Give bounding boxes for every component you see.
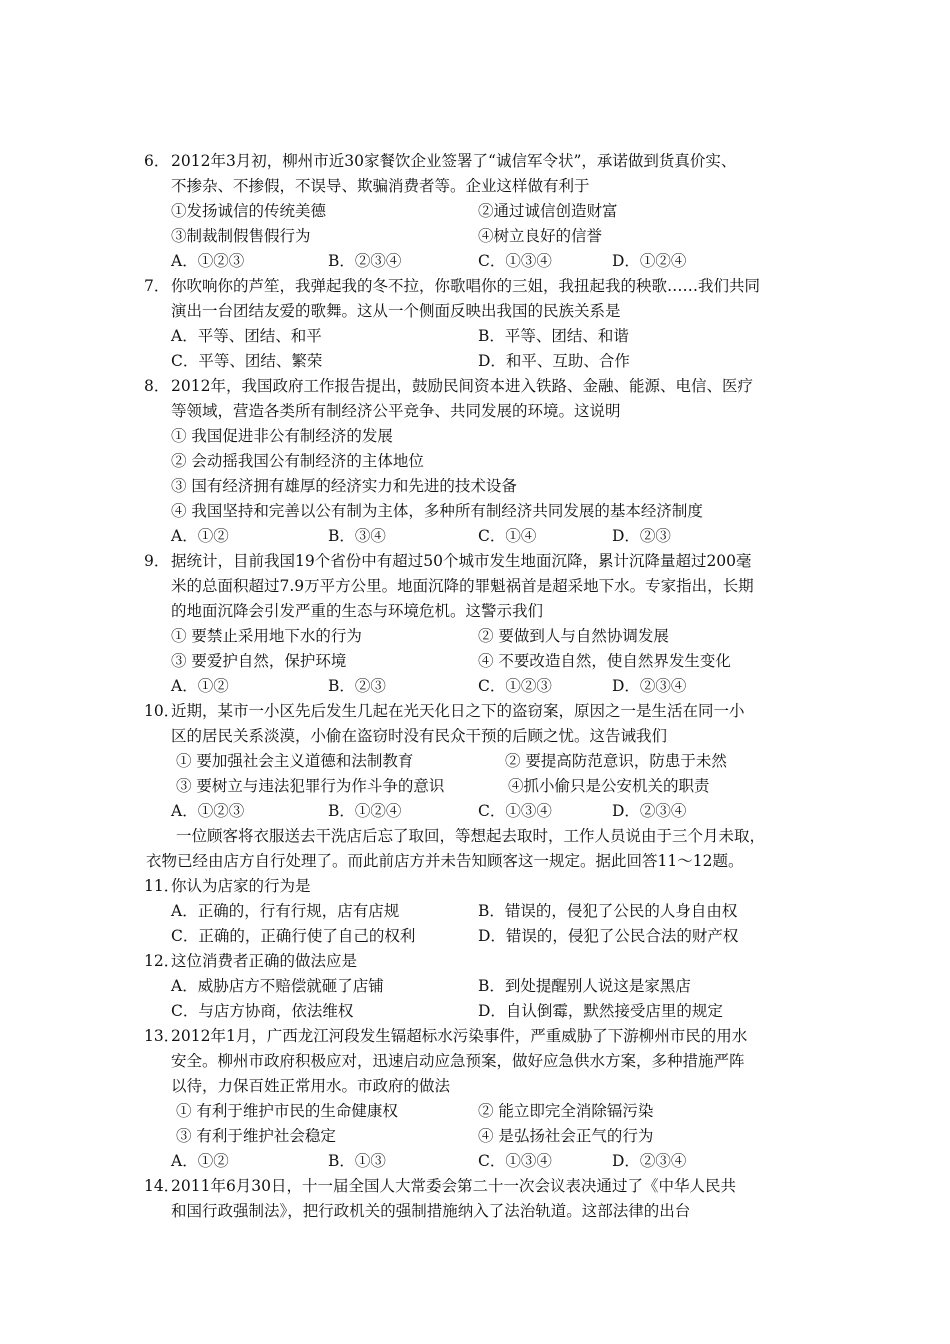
answer-option-b: B．②③④ <box>328 252 402 270</box>
statement-item: ④ 是弘扬社会正气的行为 <box>478 1127 654 1145</box>
answer-option-c: C．①③④ <box>478 252 552 270</box>
answer-option-a: A．①②③ <box>171 252 245 270</box>
answer-option-c: C．①②③ <box>478 677 552 695</box>
answer-option-b: B．到处提醒别人说这是家黑店 <box>478 977 691 995</box>
question-stem: 2012年1月，广西龙江河段发生镉超标水污染事件，严重威胁了下游柳州市民的用水 <box>171 1027 748 1045</box>
answer-option-b: B．①③ <box>328 1152 386 1170</box>
reading-passage: 一位顾客将衣服送去干洗店后忘了取回，等想起去取时，工作人员说由于三个月未取， <box>176 827 766 845</box>
statement-item: ① 我国促进非公有制经济的发展 <box>171 427 393 445</box>
answer-option-c: C．①③④ <box>478 1152 552 1170</box>
question-number: 12． <box>144 952 180 970</box>
answer-option-b: B．错误的，侵犯了公民的人身自由权 <box>478 902 738 920</box>
question-stem: 近期，某市一小区先后发生几起在光天化日之下的盗窃案，原因之一是生活在同一小 <box>171 702 745 720</box>
question-number: 7． <box>144 277 170 295</box>
question-number: 9． <box>144 552 170 570</box>
answer-option-c: C．与店方协商，依法维权 <box>171 1002 354 1020</box>
statement-item: ① 要加强社会主义道德和法制教育 <box>176 752 414 770</box>
statement-item: ④抓小偷只是公安机关的职责 <box>508 777 710 795</box>
answer-option-c: C．①③④ <box>478 802 552 820</box>
statement-item: ③ 国有经济拥有雄厚的经济实力和先进的技术设备 <box>171 477 517 495</box>
question-stem: 2012年，我国政府工作报告提出，鼓励民间资本进入铁路、金融、能源、电信、医疗 <box>171 377 753 395</box>
answer-option-d: D．②③④ <box>612 802 687 820</box>
question-stem: 等领域，营造各类所有制经济公平竞争、共同发展的环境。这说明 <box>171 402 621 420</box>
question-stem: 区的居民关系淡漠，小偷在盗窃时没有民众干预的后顾之忧。这告诫我们 <box>171 727 668 745</box>
answer-option-a: A．①② <box>171 677 229 695</box>
answer-option-b: B．平等、团结、和谐 <box>478 327 629 345</box>
question-stem: 2011年6月30日，十一届全国人大常委会第二十一次会议表决通过了《中华人民共 <box>171 1177 737 1195</box>
statement-item: ③制裁制假售假行为 <box>171 227 311 245</box>
answer-option-b: B．①②④ <box>328 802 402 820</box>
question-stem: 不掺杂、不掺假，不误导、欺骗消费者等。企业这样做有利于 <box>171 177 590 195</box>
question-stem: 安全。柳州市政府积极应对，迅速启动应急预案，做好应急供水方案，多种措施严阵 <box>171 1052 745 1070</box>
question-stem: 2012年3月初，柳州市近30家餐饮企业签署了“诚信军令状”，承诺做到货真价实、 <box>171 152 737 170</box>
answer-option-a: A．威胁店方不赔偿就砸了店铺 <box>171 977 384 995</box>
statement-item: ④ 我国坚持和完善以公有制为主体，多种所有制经济共同发展的基本经济制度 <box>171 502 703 520</box>
reading-passage: 衣物已经由店方自行处理了。而此前店方并未告知顾客这一规定。据此回答11～12题。 <box>146 852 744 870</box>
question-number: 11． <box>144 877 180 895</box>
answer-option-c: C．①④ <box>478 527 537 545</box>
statement-item: ①发扬诚信的传统美德 <box>171 202 327 220</box>
answer-option-d: D．②③ <box>612 527 671 545</box>
answer-option-b: B．③④ <box>328 527 386 545</box>
answer-option-a: A．平等、团结、和平 <box>171 327 322 345</box>
statement-item: ② 要提高防范意识，防患于未然 <box>505 752 727 770</box>
question-number: 6． <box>144 152 170 170</box>
question-number: 8． <box>144 377 170 395</box>
question-stem: 这位消费者正确的做法应是 <box>171 952 358 970</box>
statement-item: ③ 有利于维护社会稳定 <box>176 1127 336 1145</box>
answer-option-d: D．和平、互助、合作 <box>478 352 630 370</box>
answer-option-d: D．①②④ <box>612 252 687 270</box>
statement-item: ③ 要爱护自然，保护环境 <box>171 652 347 670</box>
statement-item: ② 要做到人与自然协调发展 <box>478 627 669 645</box>
answer-option-b: B．②③ <box>328 677 386 695</box>
question-stem: 以待，力保百姓正常用水。市政府的做法 <box>171 1077 451 1095</box>
question-number: 13． <box>144 1027 180 1045</box>
answer-option-a: A．①② <box>171 527 229 545</box>
question-stem: 你吹响你的芦笙，我弹起我的冬不拉，你歌唱你的三姐，我扭起我的秧歌……我们共同 <box>171 277 761 295</box>
statement-item: ④树立良好的信誉 <box>478 227 603 245</box>
question-stem: 据统计，目前我国19个省份中有超过50个城市发生地面沉降，累计沉降量超过200毫 <box>171 552 752 570</box>
answer-option-d: D．自认倒霉，默然接受店里的规定 <box>478 1002 723 1020</box>
answer-option-d: D．错误的，侵犯了公民合法的财产权 <box>478 927 739 945</box>
question-stem: 米的总面积超过7.9万平方公里。地面沉降的罪魁祸首是超采地下水。专家指出，长期 <box>171 577 754 595</box>
statement-item: ④ 不要改造自然，使自然界发生变化 <box>478 652 731 670</box>
question-stem: 演出一台团结友爱的歌舞。这从一个侧面反映出我国的民族关系是 <box>171 302 621 320</box>
statement-item: ③ 要树立与违法犯罪行为作斗争的意识 <box>176 777 445 795</box>
statement-item: ① 有利于维护市民的生命健康权 <box>176 1102 398 1120</box>
answer-option-d: D．②③④ <box>612 1152 687 1170</box>
question-stem: 和国行政强制法》，把行政机关的强制措施纳入了法治轨道。这部法律的出台 <box>171 1202 691 1220</box>
answer-option-c: C．平等、团结、繁荣 <box>171 352 323 370</box>
answer-option-d: D．②③④ <box>612 677 687 695</box>
question-stem: 的地面沉降会引发严重的生态与环境危机。这警示我们 <box>171 602 544 620</box>
question-number: 14． <box>144 1177 180 1195</box>
statement-item: ②通过诚信创造财富 <box>478 202 618 220</box>
statement-item: ② 能立即完全消除镉污染 <box>478 1102 654 1120</box>
answer-option-a: A．正确的，行有行规，店有店规 <box>171 902 400 920</box>
statement-item: ① 要禁止采用地下水的行为 <box>171 627 362 645</box>
answer-option-a: A．①②③ <box>171 802 245 820</box>
answer-option-a: A．①② <box>171 1152 229 1170</box>
question-number: 10． <box>144 702 180 720</box>
question-stem: 你认为店家的行为是 <box>171 877 311 895</box>
answer-option-c: C．正确的，正确行使了自己的权利 <box>171 927 416 945</box>
statement-item: ② 会动摇我国公有制经济的主体地位 <box>171 452 424 470</box>
